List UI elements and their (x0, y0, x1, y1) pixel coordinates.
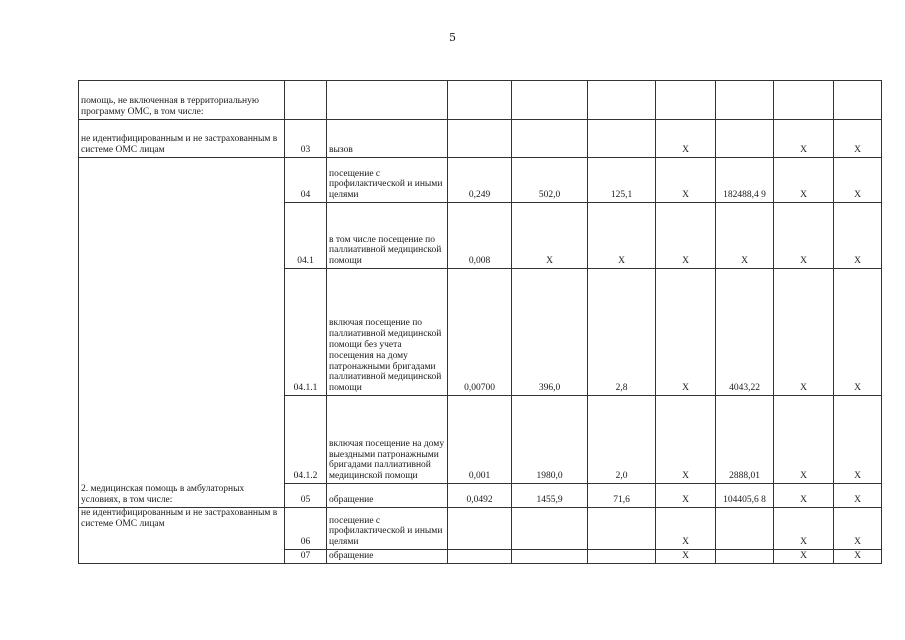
unit-cell (327, 81, 448, 120)
value-cell: 0,008 (448, 203, 512, 269)
row-number-cell: 06 (285, 508, 327, 550)
value-cell (716, 81, 774, 120)
row-number-cell: 05 (285, 484, 327, 508)
value-cell: 1455,9 (512, 484, 588, 508)
row-number-cell: 03 (285, 120, 327, 158)
value-cell (774, 81, 834, 120)
value-cell (448, 81, 512, 120)
table-row (79, 158, 882, 203)
value-cell: X (774, 158, 834, 203)
value-cell: X (774, 396, 834, 484)
unit-cell: в том числе посещение по паллиативной медицинской помощи (327, 203, 448, 269)
value-cell: 0,0492 (448, 484, 512, 508)
value-cell (512, 508, 588, 550)
value-cell: 2888,01 (716, 396, 774, 484)
unit-cell: включая посещение по паллиативной медицинской помощи без учета посещения на дому патронажными бригадами паллиативной медицинской помощи (327, 269, 448, 396)
value-cell (716, 120, 774, 158)
unit-cell: посещение с профилактической и иными целями (327, 508, 448, 550)
row-number-cell: 07 (285, 550, 327, 564)
value-cell (588, 81, 656, 120)
value-cell: X (716, 203, 774, 269)
value-cell: X (834, 550, 882, 564)
value-cell: 1980,0 (512, 396, 588, 484)
value-cell: X (656, 550, 716, 564)
value-cell: X (774, 550, 834, 564)
value-cell: X (834, 120, 882, 158)
unit-cell: посещение с профилактической и иными целями (327, 158, 448, 203)
value-cell: X (774, 484, 834, 508)
value-cell (588, 508, 656, 550)
value-cell: X (656, 269, 716, 396)
row-name-cell: помощь, не включенная в территориальную программу ОМС, в том числе: (79, 81, 285, 120)
value-cell: 2,8 (588, 269, 656, 396)
value-cell: X (774, 120, 834, 158)
row-number-cell: 04.1.1 (285, 269, 327, 396)
value-cell (448, 508, 512, 550)
value-cell: X (834, 484, 882, 508)
table-row (79, 81, 882, 120)
unit-cell: включая посещение на дому выездными патронажными бригадами паллиативной медицинской помощи (327, 396, 448, 484)
value-cell: 396,0 (512, 269, 588, 396)
value-cell: X (656, 508, 716, 550)
page-number: 5 (449, 31, 456, 44)
value-cell (716, 550, 774, 564)
value-cell (588, 120, 656, 158)
value-cell: 182488,4 9 (716, 158, 774, 203)
value-cell (656, 81, 716, 120)
value-cell (716, 508, 774, 550)
data-table (78, 80, 882, 564)
value-cell: X (834, 396, 882, 484)
value-cell: X (834, 158, 882, 203)
value-cell: 4043,22 (716, 269, 774, 396)
row-name-cell: не идентифицированным и не застрахованным в системе ОМС лицам (79, 120, 285, 158)
unit-cell: обращение (327, 484, 448, 508)
value-cell (834, 81, 882, 120)
value-cell: X (834, 203, 882, 269)
value-cell (448, 120, 512, 158)
row-number-cell: 04.1 (285, 203, 327, 269)
value-cell: X (656, 396, 716, 484)
uninsured-label-cell: не идентифицированным и не застрахованным в системе ОМС лицам (79, 508, 285, 564)
value-cell (512, 81, 588, 120)
value-cell (512, 120, 588, 158)
unit-cell: вызов (327, 120, 448, 158)
value-cell (588, 550, 656, 564)
unit-cell: обращение (327, 550, 448, 564)
value-cell: 0,249 (448, 158, 512, 203)
value-cell: X (774, 269, 834, 396)
value-cell: X (774, 508, 834, 550)
value-cell: 2,0 (588, 396, 656, 484)
table-row (79, 508, 882, 550)
row-number-cell: 04.1.2 (285, 396, 327, 484)
value-cell: 0,00700 (448, 269, 512, 396)
value-cell: 0,001 (448, 396, 512, 484)
value-cell: X (656, 203, 716, 269)
value-cell: X (834, 508, 882, 550)
value-cell: 104405,6 8 (716, 484, 774, 508)
value-cell (512, 550, 588, 564)
section-title-cell: 2. медицинская помощь в амбулаторных условиях, в том числе: (79, 158, 285, 508)
value-cell: X (656, 484, 716, 508)
row-number-cell (285, 81, 327, 120)
value-cell: X (656, 158, 716, 203)
value-cell: X (512, 203, 588, 269)
table-row (79, 120, 882, 158)
value-cell: X (588, 203, 656, 269)
value-cell (448, 550, 512, 564)
value-cell: 71,6 (588, 484, 656, 508)
value-cell: X (656, 120, 716, 158)
value-cell: 502,0 (512, 158, 588, 203)
row-number-cell: 04 (285, 158, 327, 203)
value-cell: X (834, 269, 882, 396)
value-cell: X (774, 203, 834, 269)
value-cell: 125,1 (588, 158, 656, 203)
